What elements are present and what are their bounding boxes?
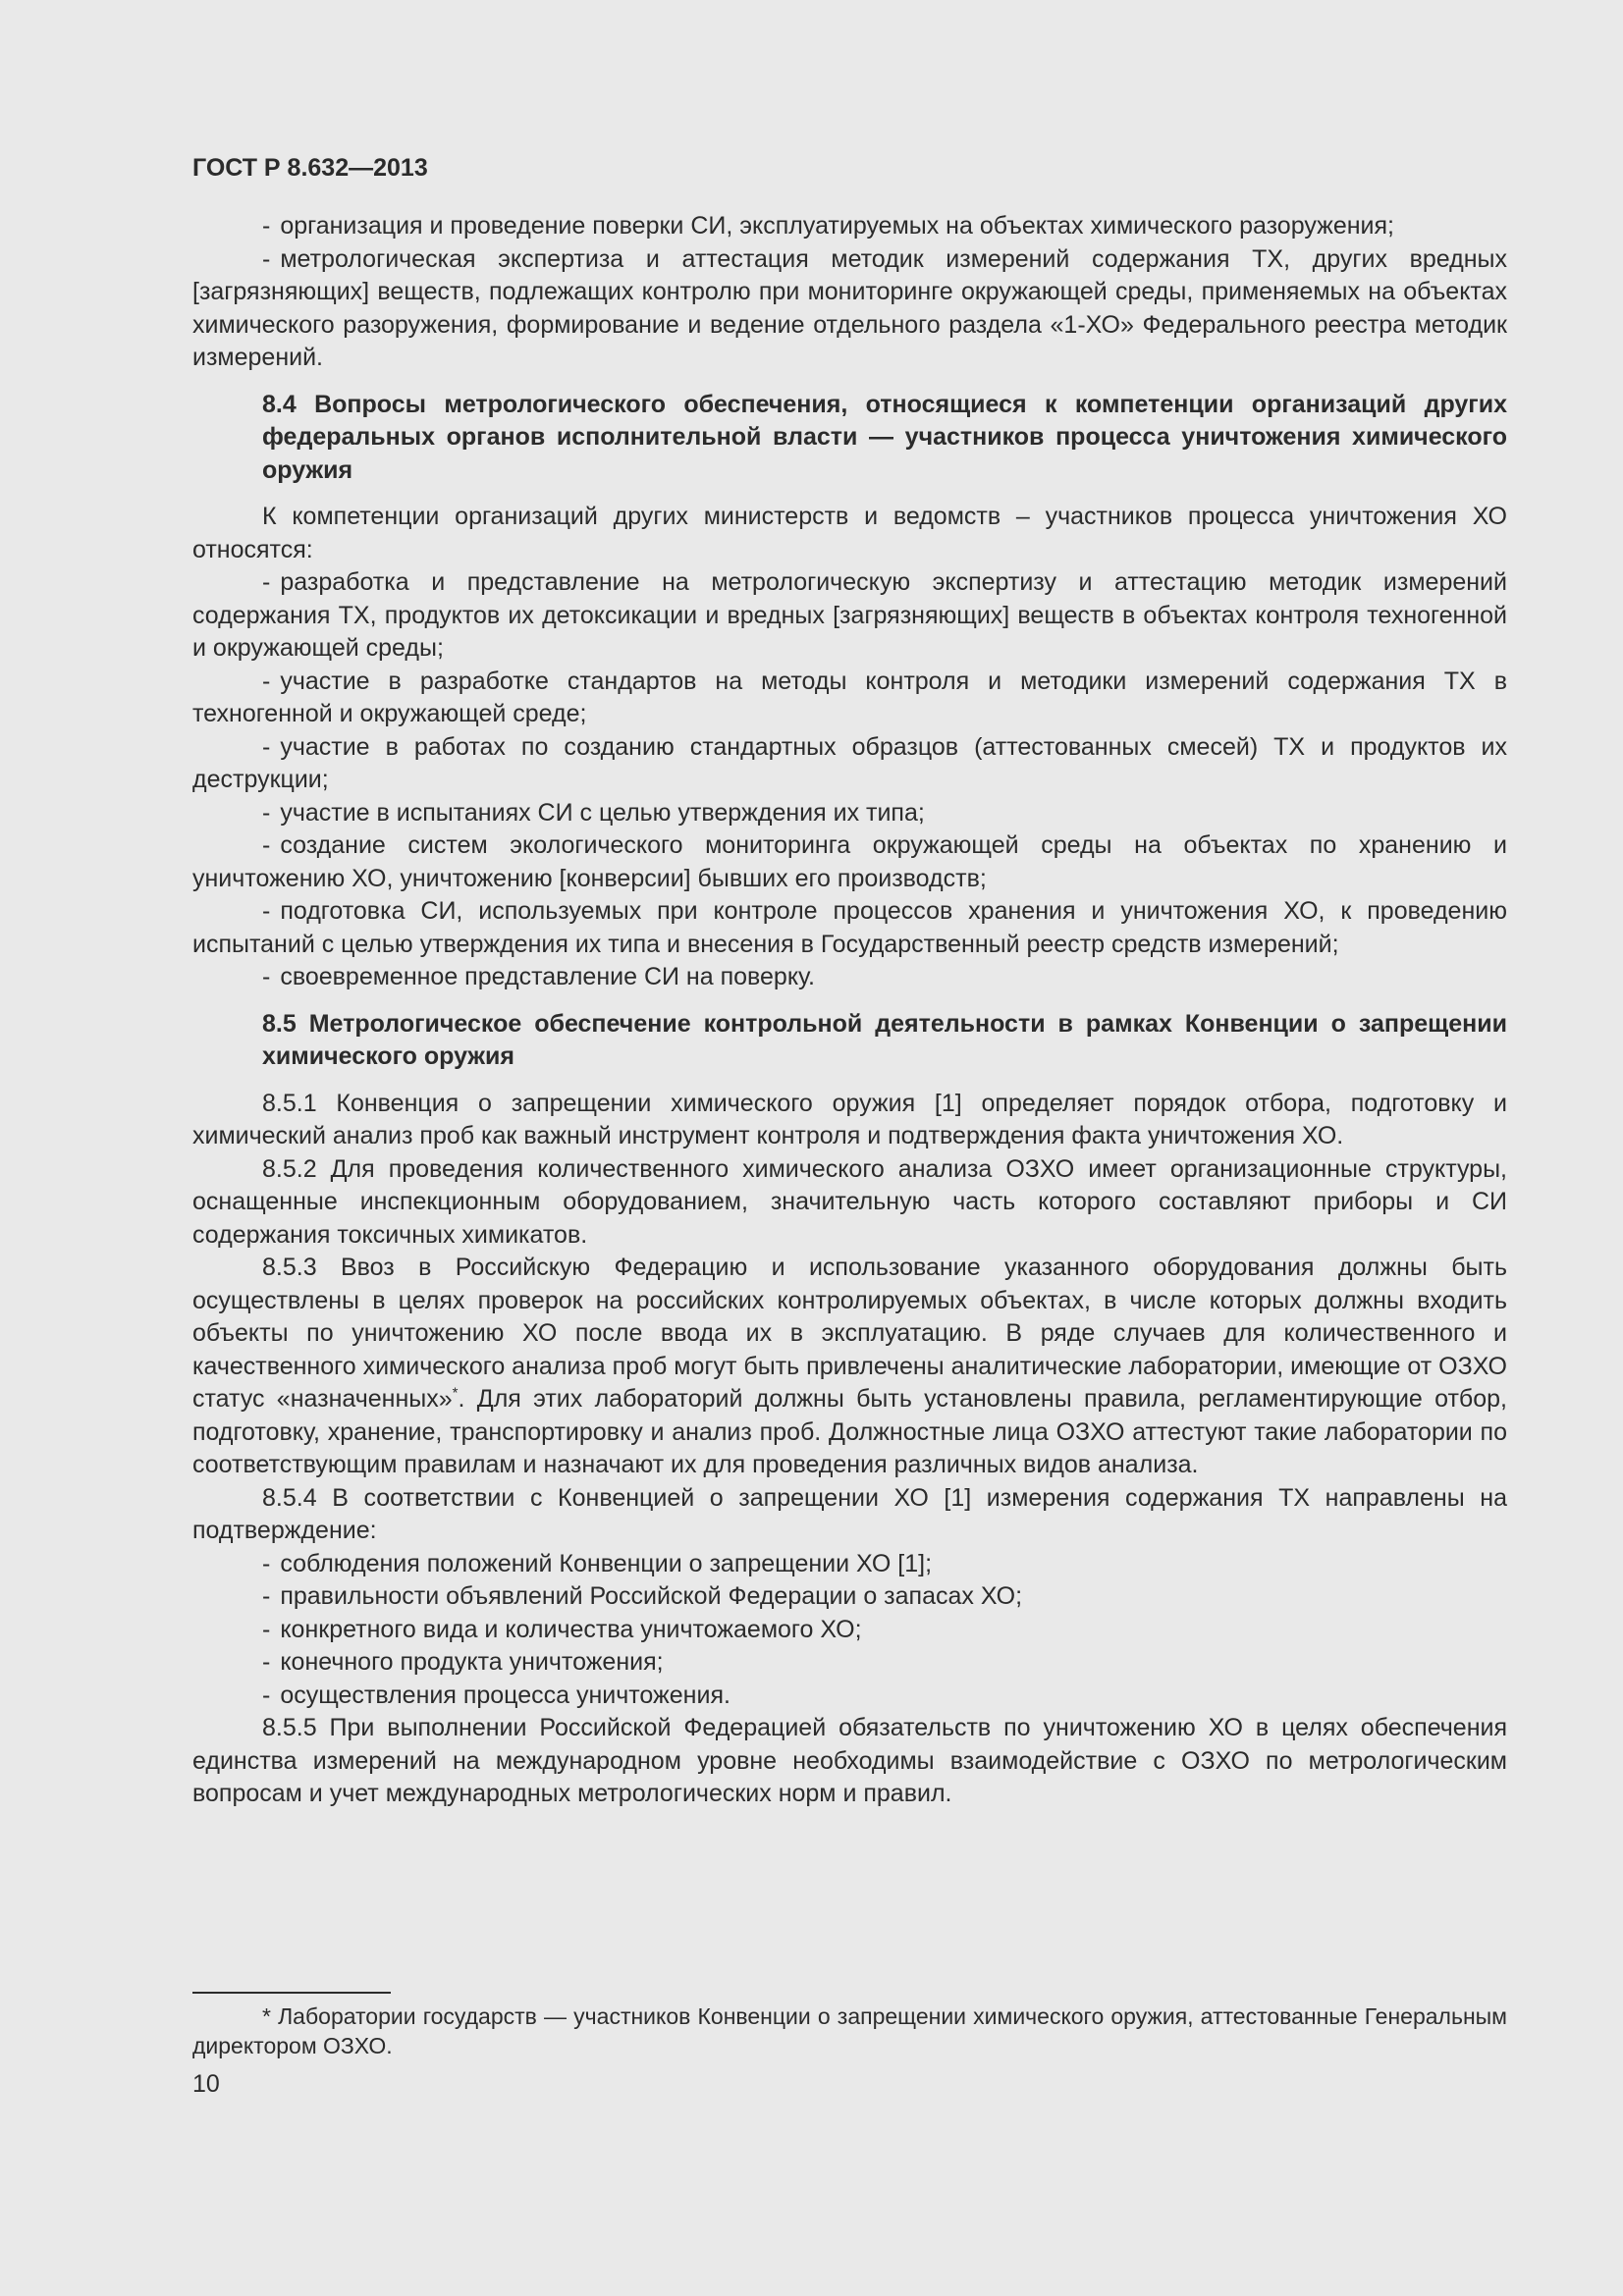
dash-marker: - [262,1582,271,1610]
list-item: - правильности объявлений Российской Федерации о запасах ХО; [262,1582,1023,1610]
dash-marker: - [262,831,271,859]
list-item: - соблюдения положений Конвенции о запрещении ХО [1]; [262,1549,933,1577]
dash-marker: - [262,732,271,761]
dash-marker: - [262,1549,271,1577]
paragraph-8-5-3: 8.5.3 Ввоз в Российскую Федерацию и использование указанного оборудования должны быть осуществлены в целях проверок на российских контролируемых объектах, в числе которых должны входить объекты по уничтожению ХО после ввода их в эксплуатацию. В ряде случаев для количественного и качественного химического анализа проб могут быть привлечены аналитические лаборатории, имеющие от ОЗХО статус «назначенных»*. Для этих лабораторий должны быть установлены правила, регламентирующие отбор, подготовку, хранение, транспортировку и анализ проб. Должностные лица ОЗХО аттестуют такие лаборатории по соответствующим правилам и назначают их для проведения различных видов анализа. [192,1254,1507,1478]
list-item: - участие в разработке стандартов на методы контроля и методики измерений содержания ТХ в техногенной и окружающей среде; [192,667,1507,727]
dash-marker: - [262,798,271,827]
footnote-divider [192,1992,391,1994]
list-item: - осуществления процесса уничтожения. [262,1681,730,1709]
section-heading-8-5: 8.5 Метрологическое обеспечение контрольной деятельности в рамках Конвенции о запрещении химического оружия [262,1009,1507,1070]
paragraph-8-5-1: 8.5.1 Конвенция о запрещении химического оружия [1] определяет порядок отбора, подготовку и химический анализ проб как важный инструмент контроля и подтверждения факта уничтожения ХО. [192,1089,1507,1149]
list-item: - конечного продукта уничтожения; [262,1648,664,1676]
paragraph-8-5-2: 8.5.2 Для проведения количественного химического анализа ОЗХО имеет организационные структуры, оснащенные инспекционным оборудованием, значительную часть которого составляют приборы и СИ содержания токсичных химикатов. [192,1154,1507,1249]
dash-marker: - [262,667,271,695]
list-item: - конкретного вида и количества уничтожаемого ХО; [262,1615,862,1643]
list-item: - создание систем экологического мониторинга окружающей среды на объектах по хранению и уничтожению ХО, уничтожению [конверсии] бывших его производств; [192,831,1507,892]
document-code-header: ГОСТ Р 8.632—2013 [192,154,428,182]
footnote: * Лаборатории государств — участников Конвенции о запрещении химического оружия, аттестованные Генеральным директором ОЗХО. [192,2003,1507,2058]
dash-marker: - [262,1648,271,1676]
footnote-reference: * [452,1384,459,1402]
page-number: 10 [192,2070,220,2098]
list-item: - разработка и представление на метрологическую экспертизу и аттестацию методик измерений содержания ТХ, продуктов их детоксикации и вредных [загрязняющих] веществ в объектах контроля техногенной и окружающей среды; [192,568,1507,662]
dash-marker: - [262,897,271,925]
dash-marker: - [262,963,271,990]
paragraph-8-5-5: 8.5.5 При выполнении Российской Федерацией обязательств по уничтожению ХО в целях обеспечения единства измерений на международном уровне необходимы взаимодействие с ОЗХО по метрологическим вопросам и учет международных метрологических норм и правил. [192,1714,1507,1807]
list-item: - организация и проведение поверки СИ, эксплуатируемых на объектах химического разоружения; [262,212,1394,240]
dash-marker: - [262,568,271,596]
dash-marker: - [262,1615,271,1643]
document-page [192,147,1507,1811]
list-item: - участие в работах по созданию стандартных образцов (аттестованных смесей) ТХ и продуктов их деструкции; [192,732,1507,793]
list-item: - своевременное представление СИ на поверку. [262,963,815,990]
dash-marker: - [262,1681,271,1709]
dash-marker: - [262,244,271,273]
section-lead-paragraph: К компетенции организаций других министерств и ведомств – участников процесса уничтожения ХО относятся: [192,503,1507,563]
section-heading-8-4: 8.4 Вопросы метрологического обеспечения, относящиеся к компетенции организаций других федеральных органов исполнительной власти — участников процесса уничтожения химического оружия [262,390,1507,484]
list-item: - метрологическая экспертиза и аттестация методик измерений содержания ТХ, других вредных [загрязняющих] веществ, подлежащих контролю при мониторинге окружающей среды, применяемых на объектах химического разоружения, формирование и ведение отдельного раздела «1-ХО» Федерального реестра методик измерений. [192,244,1507,371]
paragraph-8-5-4: 8.5.4 В соответствии с Конвенцией о запрещении ХО [1] измерения содержания ТХ направлены на подтверждение: [192,1483,1507,1544]
dash-marker: - [262,212,271,240]
list-item: - участие в испытаниях СИ с целью утверждения их типа; [262,798,925,827]
list-item: - подготовка СИ, используемых при контроле процессов хранения и уничтожения ХО, к проведению испытаний с целью утверждения их типа и внесения в Государственный реестр средств измерений; [192,897,1507,958]
